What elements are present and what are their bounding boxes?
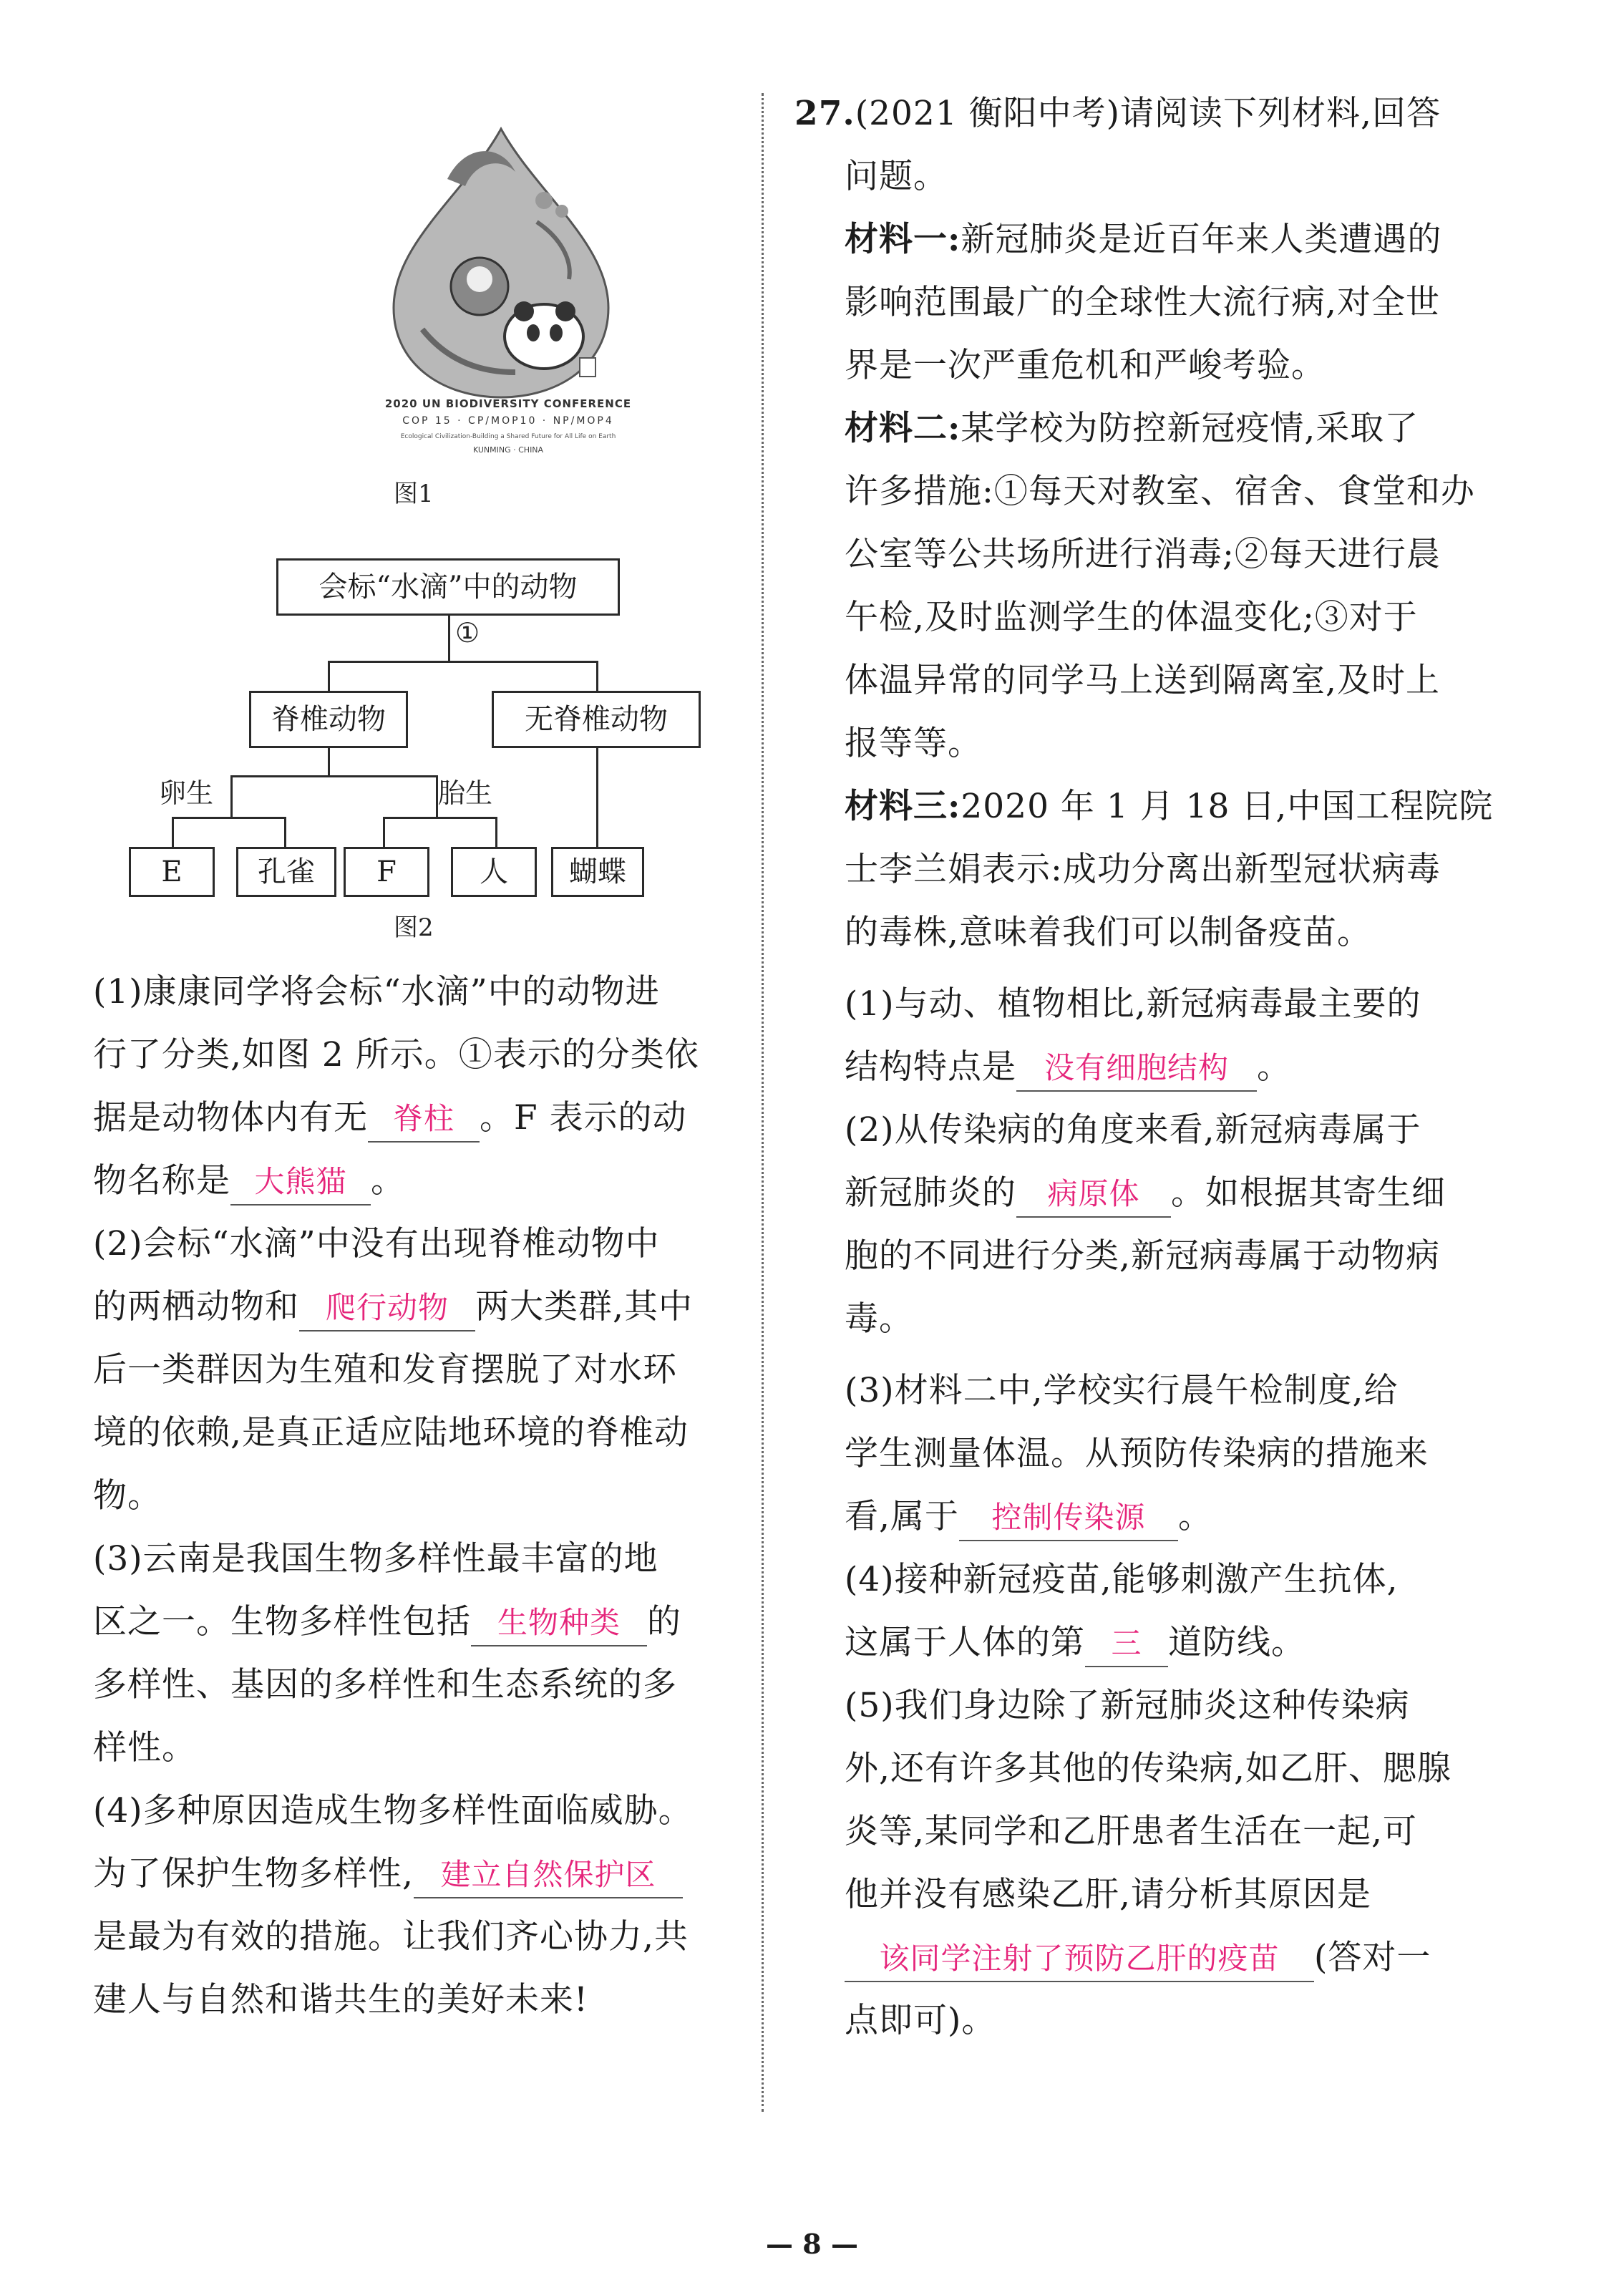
q3-line: 样性。 bbox=[93, 1728, 196, 1767]
q2-line: (2)会标“水滴”中没有出现脊椎动物中 bbox=[93, 1224, 660, 1263]
figure2-caption: 图2 bbox=[394, 913, 434, 942]
material2-line: 材料二:某学校为防控新冠疫情,采取了 bbox=[845, 409, 1419, 448]
tree-basis-mark: ① bbox=[455, 617, 480, 649]
material3-line: 材料三:2020 年 1 月 18 日,中国工程院院 bbox=[845, 787, 1494, 826]
answer-third[interactable]: 三 bbox=[1085, 1621, 1168, 1667]
material2-line: 公室等公共场所进行消毒;②每天进行晨 bbox=[845, 535, 1441, 574]
s5-line: 点即可)。 bbox=[845, 2001, 996, 2040]
tree-connector bbox=[448, 616, 450, 662]
material2-line: 许多措施:①每天对教室、宿舍、食堂和办 bbox=[845, 472, 1475, 511]
material3-line: 的毒株,意味着我们可以制备疫苗。 bbox=[845, 913, 1371, 952]
logo-subtitle: COP 15 · CP/MOP10 · NP/MOP4 bbox=[402, 415, 614, 427]
tree-connector bbox=[284, 817, 286, 848]
page-number: — 8 — bbox=[766, 2228, 858, 2260]
tree-connector bbox=[328, 748, 330, 777]
material1-line: 影响范围最广的全球性大流行病,对全世 bbox=[845, 283, 1440, 322]
tree-connector bbox=[596, 661, 598, 692]
answer-control-source[interactable]: 控制传染源 bbox=[959, 1495, 1178, 1541]
tree-root-box: 会标“水滴”中的动物 bbox=[276, 558, 620, 616]
leaf-human-box: 人 bbox=[451, 847, 537, 897]
answer-species[interactable]: 生物种类 bbox=[471, 1601, 647, 1646]
leaf-f-box: F bbox=[344, 847, 429, 897]
figure1-caption: 图1 bbox=[394, 480, 434, 508]
answer-nature-reserve[interactable]: 建立自然保护区 bbox=[414, 1853, 683, 1898]
material2-line: 体温异常的同学马上送到隔离室,及时上 bbox=[845, 661, 1440, 700]
s3-line: 看,属于 控制传染源 。 bbox=[845, 1485, 1212, 1548]
tree-connector bbox=[230, 775, 438, 777]
s2-line: 新冠肺炎的 病原体 。如根据其寄生细 bbox=[845, 1162, 1446, 1225]
q2-line: 境的依赖,是真正适应陆地环境的脊椎动 bbox=[93, 1413, 689, 1452]
answer-spinal-column[interactable]: 脊柱 bbox=[368, 1097, 480, 1143]
tree-connector bbox=[230, 775, 233, 818]
material2-line: 报等等。 bbox=[845, 724, 982, 763]
column-divider bbox=[762, 93, 764, 2112]
leaf-e-box: E bbox=[129, 847, 215, 897]
q27-number: 27. bbox=[794, 94, 855, 133]
s2-line: 毒。 bbox=[845, 1299, 913, 1339]
q4-line: 为了保护生物多样性, 建立自然保护区 bbox=[93, 1843, 683, 1906]
q3-line: 多样性、基因的多样性和生态系统的多 bbox=[93, 1665, 677, 1704]
q1-line: 据是动物体内有无 脊柱 。F 表示的动 bbox=[93, 1087, 687, 1150]
s3-line: 学生测量体温。从预防传染病的措施来 bbox=[845, 1434, 1429, 1473]
q4-line: (4)多种原因造成生物多样性面临威胁。 bbox=[93, 1791, 693, 1830]
q2-line: 物。 bbox=[93, 1476, 162, 1515]
s5-line: 该同学注射了预防乙肝的疫苗 (答对一 bbox=[845, 1926, 1431, 1989]
material2-line: 午检,及时监测学生的体温变化;③对于 bbox=[845, 598, 1418, 637]
logo-title: 2020 UN BIODIVERSITY CONFERENCE bbox=[384, 397, 632, 410]
tree-connector bbox=[172, 817, 286, 819]
material1-line: 材料一:新冠肺炎是近百年来人类遭遇的 bbox=[845, 220, 1442, 259]
tree-connector bbox=[495, 817, 497, 848]
q27-line: 问题。 bbox=[845, 157, 948, 196]
s5-line: 外,还有许多其他的传染病,如乙肝、腮腺 bbox=[845, 1749, 1452, 1788]
leaf-peacock-box: 孔雀 bbox=[236, 847, 336, 897]
tree-connector bbox=[383, 817, 497, 819]
q1-line: 行了分类,如图 2 所示。①表示的分类依 bbox=[93, 1035, 699, 1075]
q3-line: (3)云南是我国生物多样性最丰富的地 bbox=[93, 1539, 658, 1578]
answer-vaccinated[interactable]: 该同学注射了预防乙肝的疫苗 bbox=[845, 1936, 1314, 1982]
logo-slogan: Ecological Civilization-Building a Shared Future for All Life on Earth bbox=[400, 433, 616, 440]
invertebrate-box: 无脊椎动物 bbox=[492, 691, 701, 748]
s3-line: (3)材料二中,学校实行晨午检制度,给 bbox=[845, 1371, 1399, 1410]
q4-line: 建人与自然和谐共生的美好未来! bbox=[93, 1980, 588, 2019]
oviparous-label: 卵生 bbox=[159, 777, 214, 809]
s4-line: 这属于人体的第 三 道防线。 bbox=[845, 1611, 1305, 1674]
s1-line: 结构特点是 没有细胞结构 。 bbox=[845, 1036, 1291, 1099]
leaf-butterfly-box: 蝴蝶 bbox=[551, 847, 644, 897]
answer-pathogen[interactable]: 病原体 bbox=[1016, 1172, 1171, 1218]
s5-line: 他并没有感染乙肝,请分析其原因是 bbox=[845, 1875, 1371, 1914]
answer-giant-panda[interactable]: 大熊猫 bbox=[230, 1160, 371, 1206]
q1-line: 物名称是 大熊猫 。 bbox=[93, 1150, 405, 1213]
tree-connector bbox=[596, 748, 598, 848]
tree-connector bbox=[328, 661, 330, 692]
answer-no-cell-structure[interactable]: 没有细胞结构 bbox=[1016, 1046, 1257, 1092]
tree-connector bbox=[328, 661, 598, 663]
material3-line: 士李兰娟表示:成功分离出新型冠状病毒 bbox=[845, 850, 1441, 889]
q27-header: 27.(2021 衡阳中考)请阅读下列材料,回答 bbox=[794, 94, 1441, 133]
tree-connector bbox=[383, 817, 385, 848]
s2-line: (2)从传染病的角度来看,新冠病毒属于 bbox=[845, 1110, 1421, 1150]
conference-logo bbox=[286, 115, 730, 487]
s5-line: 炎等,某同学和乙肝患者生活在一起,可 bbox=[845, 1812, 1417, 1851]
q1-line: (1)康康同学将会标“水滴”中的动物进 bbox=[93, 972, 660, 1012]
vertebrate-box: 脊椎动物 bbox=[249, 691, 408, 748]
answer-reptiles[interactable]: 爬行动物 bbox=[299, 1286, 475, 1332]
tree-connector bbox=[172, 817, 174, 848]
material1-line: 界是一次严重危机和严峻考验。 bbox=[845, 346, 1326, 385]
s5-line: (5)我们身边除了新冠肺炎这种传染病 bbox=[845, 1686, 1410, 1725]
q2-line: 后一类群因为生殖和发育摆脱了对水环 bbox=[93, 1350, 677, 1389]
q4-line: 是最为有效的措施。让我们齐心协力,共 bbox=[93, 1917, 689, 1956]
s4-line: (4)接种新冠疫苗,能够刺激产生抗体, bbox=[845, 1560, 1399, 1599]
water-drop-emblem-icon bbox=[286, 115, 730, 401]
q3-line: 区之一。生物多样性包括 生物种类 的 bbox=[93, 1591, 681, 1654]
logo-location: KUNMING · CHINA bbox=[472, 445, 544, 455]
s1-line: (1)与动、植物相比,新冠病毒最主要的 bbox=[845, 984, 1421, 1024]
q2-line: 的两栖动物和 爬行动物 两大类群,其中 bbox=[93, 1276, 693, 1339]
viviparous-label: 胎生 bbox=[438, 777, 493, 809]
s2-line: 胞的不同进行分类,新冠病毒属于动物病 bbox=[845, 1236, 1440, 1276]
